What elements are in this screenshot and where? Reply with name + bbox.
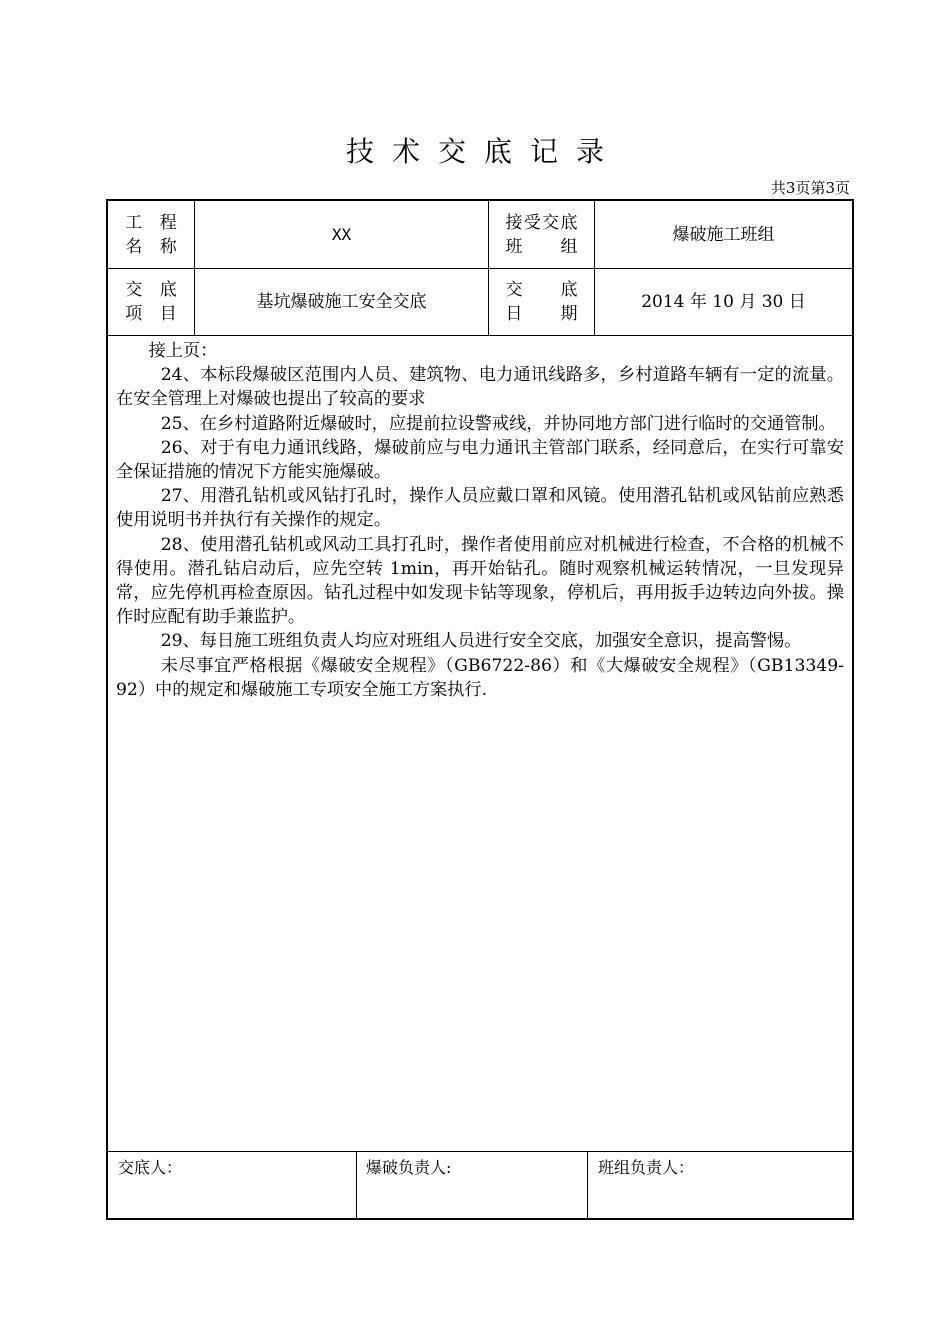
disclosure-content [116,339,844,702]
disclosure-item-value: 基坑爆破施工安全交底 [256,292,427,312]
record-table [106,199,854,1220]
disclosure-date-label: 交 底 日 期 [505,280,578,324]
team-lead-signature: 班组负责人： [598,1158,695,1177]
closing-note: 未尽事宜严格根据《爆破安全规程》（GB6722-86）和《大爆破安全规程》（GB13349-92）中的规定和爆破施工专项安全施工方案执行. [116,655,844,700]
intro-line: 接上页： [148,341,218,361]
signature-col-divider [356,1151,357,1218]
clause-28: 28、使用潜孔钻机或风动工具打孔时，操作者使用前应对机械进行检查，不合格的机械不得使用。潜孔钻启动后，应先空转 1min，再开始钻孔。随时观察机械运转情况，一旦发现异常，应先停机再检查原因。钻孔过程中如发现卡钻等现象，停机后，再用扳手边转边向外拔。操作时应配有助手兼监护。 [116,534,844,628]
clause-26: 26、对于有电力通讯线路，爆破前应与电力通讯主管部门联系，经同意后，在实行可靠安全保证措施的情况下方能实施爆破。 [116,437,844,483]
blasting-lead-signature: 爆破负责人: [366,1158,452,1177]
clause-29: 29、每日施工班组负责人均应对班组人员进行安全交底，加强安全意识，提高警惕。 [160,631,802,652]
clause-25: 25、在乡村道路附近爆破时，应提前拉设警戒线，并协同地方部门进行临时的交通管制。 [160,413,836,434]
signature-col-divider [587,1151,588,1218]
receiving-team-value: 爆破施工班组 [672,224,775,245]
signature-divider [108,1151,852,1152]
header-bottom-divider [108,335,852,336]
project-name-label: 工 程 名 称 [125,212,183,257]
disclosure-item-label: 交 底 项 目 [125,280,183,324]
project-name-value: XX [331,224,352,244]
clause-27: 27、用潜孔钻机或风钻打孔时，操作人员应戴口罩和风镜。使用潜孔钻机或风钻前应熟悉使用说明书并执行有关操作的规定。 [116,486,844,531]
receiving-team-label: 接受交底 班 组 [505,212,578,257]
presenter-signature: 交底人： [118,1158,183,1177]
document-title: 技术交底记录 [345,135,622,168]
page-info: 共3页第3页 [770,179,850,197]
clause-24: 24、本标段爆破区范围内人员、建筑物、电力通讯线路多，乡村道路车辆有一定的流量。在安全管理上对爆破也提出了较高的要求 [116,365,844,410]
disclosure-date-value: 2014 年 10 月 30 日 [641,292,806,312]
